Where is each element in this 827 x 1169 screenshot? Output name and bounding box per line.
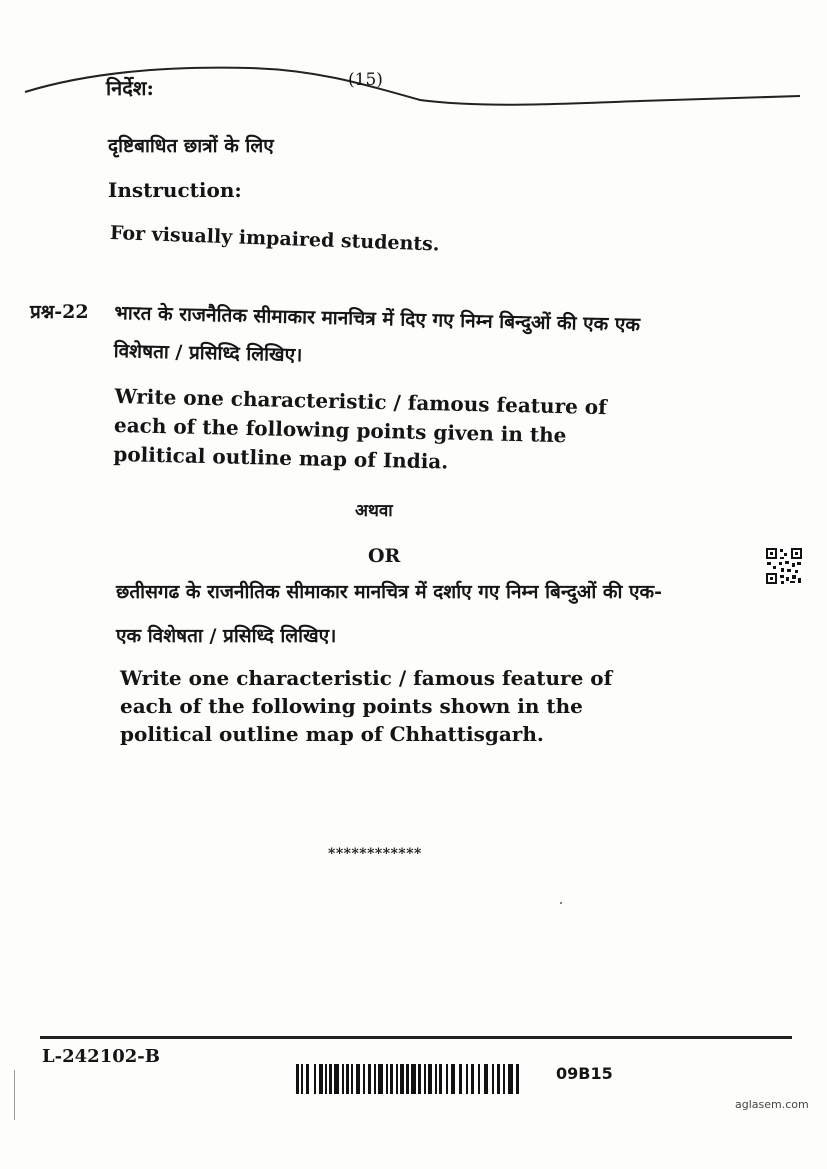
- instruction-heading-hindi: निर्देश:: [106, 76, 154, 100]
- header-curve: [0, 0, 827, 120]
- footer-divider: [40, 1036, 792, 1039]
- page-number: (15): [348, 70, 383, 90]
- visually-impaired-english: For visually impaired students.: [109, 222, 440, 256]
- alternative-question-english: Write one characteristic / famous feature of each of the following points shown in the political outline map of Chhattisgarh.: [120, 666, 613, 746]
- barcode: [296, 1062, 524, 1096]
- question-text-english: Write one characteristic / famous feature of each of the following points given in the political outline map of India.: [113, 383, 608, 474]
- qr-code: [765, 547, 803, 585]
- speck: [560, 902, 562, 904]
- instruction-heading-english: Instruction:: [108, 178, 242, 202]
- visually-impaired-hindi: दृष्टिबाधित छात्रों के लिए: [108, 135, 274, 157]
- question-text-hindi: भारत के राजनैतिक सीमाकार मानचित्र में दिए गए निम्न बिन्दुओं की एक एक विशेषता / प्रसिध्दि लिखिए।: [113, 301, 641, 367]
- or-label: OR: [368, 545, 401, 567]
- athva-label: अथवा: [355, 501, 393, 521]
- paper-code: L-242102-B: [42, 1046, 160, 1067]
- margin-line: [14, 1070, 15, 1120]
- booklet-code: 09B15: [556, 1064, 613, 1083]
- end-marker: ************: [328, 846, 422, 862]
- alternative-question-hindi: छतीसगढ के राजनीतिक सीमाकार मानचित्र में दर्शाए गए निम्न बिन्दुओं की एक-एक विशेषता / प्रसिध्दि लिखिए।: [116, 581, 662, 647]
- watermark: aglasem.com: [735, 1098, 809, 1111]
- question-number: प्रश्न-22: [30, 301, 89, 323]
